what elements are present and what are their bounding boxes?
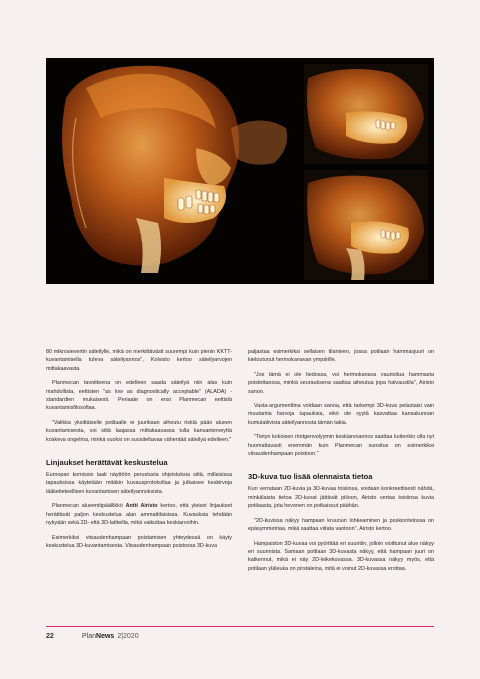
article-column-right [248,348,434,579]
paragraph: Planmecan tavoitteena on edelleen saada säteilyä niin alas kuin mahdollista, eettisten "as low as diagnostically acceptable" (ALADA) - standardien mukaisesti. Periaate on ensi Planmecan eettistä kuvantamisfilosofiaa. [46,380,232,412]
paragraph: 80 mikrosievertin säteilylle, mikä on merkittävästi suurempi kuin pienin KKTT-kuvantamisella tuleva säteilyannos", Koivisto kertoo säteilyarvojen mittakaavasta. [46,349,232,372]
page-number: 22 [46,633,54,640]
jaw-panel-bottom-right [304,170,428,280]
paragraph [46,502,232,527]
paragraph: Esimerkiksi viisaudenhampaan poistamisen yhteydessä on käyty keskustelua 3D-kuvantamisesta. Viisaudenhampaan poistossa 3D-kuva [46,534,232,549]
paragraph-text: kertoo, että yleiset linjaukset herättävät paljon keskustelua alan ammattilaisissa. Kuvauksia tehdään nykyään sekä 2D- että 3D-laitteilla, mikä vaikuttaa keskiarvoihin. [46,503,232,527]
article-column-left [46,348,232,579]
paragraph: Kun verrataan 2D-kuvia ja 3D-kuvaa toisiinsa, voidaan konkreettisesti nähdä, minkälaista tietoa 2D-kuvat jättävät piiloon, Airisto vertaa toisiinsa kuvia potilaasta, jota hevonen on potkaissut päähän. [248,486,434,510]
paragraph: Euroopan komissio laati näyttöön perustuvia ohjeistuksia siitä, millaisissa tapauksissa käytetään mitäkin kuvausprotokollaa ja julkaisee keskirvoja lääketieteellisen kuvantamisen säteilyannoksista. [46,472,232,495]
paragraph: "Tietyn kokoisen röntgenvolyymin keskiarvoannos saattaa kuitenkin olla nyt huomattavasti enemmän kuin Planmecan suositus on esimerkiksi viisaudenhampaan poistoon." [248,434,434,458]
cbct-figure [46,58,434,284]
issue-number: 2|2020 [117,633,139,640]
cbct-scan-image [46,58,434,284]
publication-name-news: News [96,633,115,640]
section-heading: 3D-kuva tuo lisää olennaista tietoa [248,472,373,482]
paragraph-text: Planmecan alueentiipäällikkö [52,503,126,510]
paragraph: "Valikka yksittäiselle potilaalle ei juurikaan aiheutu riskiä pään alueen kuvantamisesta, voi siitä laajassa mittakaavassa tulla kansanterveyttä koskeva ongelma, minkä vuoksi on suositeltavaa vähentää säteilyä edelleen." [46,419,232,443]
article-body [46,348,434,579]
person-name: Antti Airisto [125,503,158,510]
page-footer [46,633,139,640]
jaw-panel-top-right [304,64,428,164]
paragraph: "2D-kuvissa näkyy hampaan kruunun lohkeaminen ja poskiontelossa on epäsymmetriaa, mikä saattaa viitata vaotoon", Airisto kertoo. [248,517,434,533]
footer-rule [46,626,434,627]
paragraph: Vasta-argumenttina voidaan sanoa, että tarkempi 3D-kuva pelastaisi vain muutamia harvoja tapauksia, eikö ole syytä kasvattaa kansakunnan kumulatiivista säteilyannosta tämän takia. [248,403,434,426]
paragraph: paljastaa esimerkiksi sellaisen tilanteen, jossa potilaan hammasjuuri on kietoutunut hermokanavan ympärille. [248,349,434,364]
section-heading: Linjaukset herättävät keskustelua [46,458,168,468]
paragraph: "Jos tämä ei ole tiedossa, voi hermokanava vaurioitua hammasta poistettaessa, minkä seurauksena saattaa aiheutua jopa halvaustila", Airisto sanoo. [248,371,434,395]
publication-name-plan: Plan [82,633,97,640]
paragraph: Hampaiston 3D-kuvaa voi pyörittää eri suuntiin, jolloin vioittunut alue näkyy eri suunnista. Samaan potilaan 3D-kuvasta näkyy, että hampaan juuri on katkennut, mikä ei näy 2D-leikekuvassa. 3D-kuvassa näkyy myös, että potilaan yläleuka on pirstaleina, mitä ei voinut 2D-kuvassa erottaa. [248,540,434,572]
